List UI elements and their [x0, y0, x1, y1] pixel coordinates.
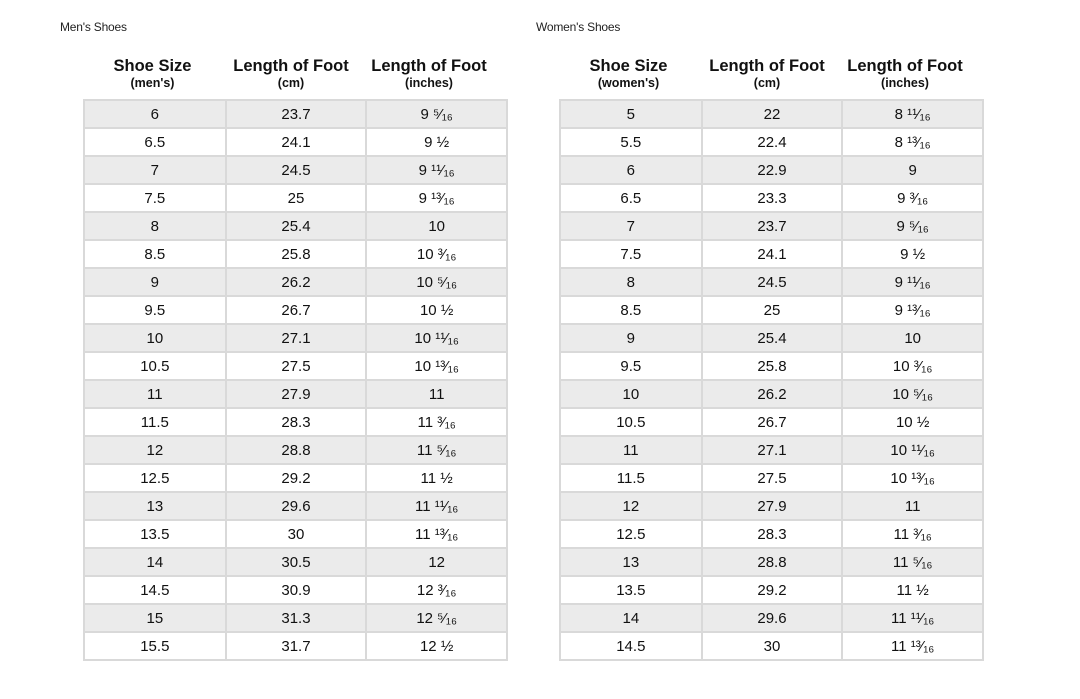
cell-shoe-size: 13 — [84, 492, 226, 520]
cell-length-inches: 10 ⁵⁄₁₆ — [842, 380, 983, 408]
cell-length-inches: 11 — [366, 380, 507, 408]
cell-length-cm: 29.6 — [702, 604, 843, 632]
cell-length-cm: 28.8 — [226, 436, 367, 464]
cell-shoe-size: 7 — [560, 212, 702, 240]
table-row — [560, 268, 983, 296]
table-row — [84, 576, 507, 604]
cell-length-inches: 9 ¹³⁄₁₆ — [366, 184, 507, 212]
table-row — [560, 352, 983, 380]
header-subtitle: (inches) — [405, 75, 453, 90]
cell-shoe-size: 14.5 — [560, 632, 702, 660]
cell-length-inches: 11 ³⁄₁₆ — [366, 408, 507, 436]
cell-shoe-size: 12.5 — [84, 464, 226, 492]
cell-shoe-size: 9.5 — [560, 352, 702, 380]
cell-length-inches: 10 ¹³⁄₁₆ — [366, 352, 507, 380]
cell-length-inches: 8 ¹³⁄₁₆ — [842, 128, 983, 156]
table-row — [84, 156, 507, 184]
womens-header-length-inches — [836, 58, 974, 89]
cell-length-inches: 11 ¹³⁄₁₆ — [842, 632, 983, 660]
table-row — [560, 632, 983, 660]
header-title: Length of Foot — [233, 57, 349, 75]
table-row — [560, 184, 983, 212]
table-row — [560, 380, 983, 408]
cell-shoe-size: 10 — [84, 324, 226, 352]
mens-header-length-inches — [360, 58, 498, 89]
cell-shoe-size: 8.5 — [84, 240, 226, 268]
cell-length-cm: 24.5 — [226, 156, 367, 184]
cell-length-inches: 12 ³⁄₁₆ — [366, 576, 507, 604]
cell-shoe-size: 10.5 — [560, 408, 702, 436]
cell-length-inches: 11 ¹¹⁄₁₆ — [366, 492, 507, 520]
cell-length-cm: 30 — [702, 632, 843, 660]
cell-length-cm: 25.8 — [226, 240, 367, 268]
cell-length-cm: 29.2 — [226, 464, 367, 492]
cell-length-inches: 10 ¹³⁄₁₆ — [842, 464, 983, 492]
header-title: Shoe Size — [113, 57, 192, 75]
cell-shoe-size: 7.5 — [84, 184, 226, 212]
cell-length-inches: 10 — [366, 212, 507, 240]
table-row — [84, 408, 507, 436]
cell-length-inches: 11 — [842, 492, 983, 520]
cell-length-inches: 12 ⁵⁄₁₆ — [366, 604, 507, 632]
table-row — [84, 184, 507, 212]
cell-length-inches: 10 ¹¹⁄₁₆ — [366, 324, 507, 352]
cell-shoe-size: 6 — [560, 156, 702, 184]
cell-length-cm: 27.9 — [702, 492, 843, 520]
table-row — [560, 156, 983, 184]
cell-shoe-size: 9 — [560, 324, 702, 352]
cell-length-inches: 11 ½ — [366, 464, 507, 492]
cell-length-inches: 11 ⁵⁄₁₆ — [366, 436, 507, 464]
header-title: Length of Foot — [709, 57, 825, 75]
cell-length-cm: 29.2 — [702, 576, 843, 604]
cell-shoe-size: 6.5 — [84, 128, 226, 156]
table-row — [560, 212, 983, 240]
header-subtitle: (inches) — [881, 75, 929, 90]
table-row — [84, 492, 507, 520]
cell-length-cm: 26.2 — [226, 268, 367, 296]
cell-length-inches: 10 ³⁄₁₆ — [366, 240, 507, 268]
cell-length-inches: 9 ³⁄₁₆ — [842, 184, 983, 212]
cell-shoe-size: 6 — [84, 100, 226, 128]
table-row — [84, 128, 507, 156]
table-row — [560, 464, 983, 492]
cell-length-inches: 12 — [366, 548, 507, 576]
table-row — [560, 408, 983, 436]
cell-length-cm: 25.4 — [226, 212, 367, 240]
cell-length-cm: 23.3 — [702, 184, 843, 212]
cell-length-inches: 10 ½ — [842, 408, 983, 436]
cell-length-cm: 27.9 — [226, 380, 367, 408]
cell-length-cm: 27.5 — [702, 464, 843, 492]
cell-length-cm: 22.4 — [702, 128, 843, 156]
table-row — [84, 548, 507, 576]
cell-shoe-size: 10 — [560, 380, 702, 408]
cell-length-inches: 9 ½ — [366, 128, 507, 156]
cell-length-cm: 30.9 — [226, 576, 367, 604]
cell-length-cm: 30.5 — [226, 548, 367, 576]
cell-length-inches: 9 ¹¹⁄₁₆ — [366, 156, 507, 184]
cell-shoe-size: 12.5 — [560, 520, 702, 548]
cell-shoe-size: 13.5 — [560, 576, 702, 604]
cell-shoe-size: 7 — [84, 156, 226, 184]
cell-shoe-size: 6.5 — [560, 184, 702, 212]
cell-length-inches: 9 ⁵⁄₁₆ — [842, 212, 983, 240]
mens-header-length-cm — [222, 58, 360, 89]
table-row — [84, 240, 507, 268]
cell-shoe-size: 15.5 — [84, 632, 226, 660]
cell-length-cm: 29.6 — [226, 492, 367, 520]
cell-shoe-size: 10.5 — [84, 352, 226, 380]
cell-shoe-size: 11.5 — [560, 464, 702, 492]
table-row — [84, 632, 507, 660]
table-row — [560, 128, 983, 156]
table-row — [560, 240, 983, 268]
cell-shoe-size: 12 — [560, 492, 702, 520]
cell-length-cm: 24.1 — [702, 240, 843, 268]
cell-length-inches: 11 ³⁄₁₆ — [842, 520, 983, 548]
cell-length-cm: 31.7 — [226, 632, 367, 660]
cell-shoe-size: 5 — [560, 100, 702, 128]
header-subtitle: (cm) — [277, 75, 305, 90]
cell-length-cm: 24.5 — [702, 268, 843, 296]
cell-length-cm: 31.3 — [226, 604, 367, 632]
cell-length-cm: 25 — [702, 296, 843, 324]
cell-shoe-size: 11.5 — [84, 408, 226, 436]
cell-length-cm: 22 — [702, 100, 843, 128]
cell-shoe-size: 8.5 — [560, 296, 702, 324]
womens-header-shoe-size — [559, 58, 698, 89]
womens-header-length-cm — [698, 58, 836, 89]
table-row — [84, 324, 507, 352]
cell-length-inches: 11 ⁵⁄₁₆ — [842, 548, 983, 576]
womens-size-table — [559, 99, 984, 661]
table-row — [560, 520, 983, 548]
cell-length-cm: 27.1 — [226, 324, 367, 352]
cell-length-cm: 28.3 — [702, 520, 843, 548]
cell-shoe-size: 13.5 — [84, 520, 226, 548]
cell-length-inches: 11 ¹¹⁄₁₆ — [842, 604, 983, 632]
cell-length-inches: 10 ½ — [366, 296, 507, 324]
table-row — [560, 436, 983, 464]
cell-length-inches: 10 ¹¹⁄₁₆ — [842, 436, 983, 464]
table-row — [560, 100, 983, 128]
table-row — [84, 464, 507, 492]
table-row — [560, 492, 983, 520]
table-row — [84, 100, 507, 128]
cell-length-cm: 24.1 — [226, 128, 367, 156]
cell-length-cm: 27.5 — [226, 352, 367, 380]
header-title: Shoe Size — [589, 57, 668, 75]
cell-shoe-size: 9.5 — [84, 296, 226, 324]
header-subtitle: (men's) — [130, 75, 175, 90]
cell-shoe-size: 14 — [560, 604, 702, 632]
table-row — [84, 520, 507, 548]
table-row — [560, 548, 983, 576]
cell-length-cm: 28.8 — [702, 548, 843, 576]
cell-length-cm: 25.8 — [702, 352, 843, 380]
header-title: Length of Foot — [371, 57, 487, 75]
table-row — [84, 436, 507, 464]
mens-table-header — [83, 58, 498, 89]
cell-shoe-size: 5.5 — [560, 128, 702, 156]
cell-length-cm: 27.1 — [702, 436, 843, 464]
cell-length-cm: 22.9 — [702, 156, 843, 184]
cell-length-cm: 30 — [226, 520, 367, 548]
table-row — [84, 352, 507, 380]
cell-length-inches: 9 — [842, 156, 983, 184]
cell-length-inches: 10 ⁵⁄₁₆ — [366, 268, 507, 296]
table-row — [84, 268, 507, 296]
cell-length-cm: 26.7 — [226, 296, 367, 324]
table-row — [84, 212, 507, 240]
table-row — [560, 296, 983, 324]
table-row — [84, 296, 507, 324]
cell-length-cm: 28.3 — [226, 408, 367, 436]
cell-length-inches: 12 ½ — [366, 632, 507, 660]
womens-shoes-caption: Women's Shoes — [536, 20, 621, 34]
cell-shoe-size: 11 — [84, 380, 226, 408]
cell-shoe-size: 7.5 — [560, 240, 702, 268]
womens-table-header — [559, 58, 974, 89]
cell-length-inches: 10 — [842, 324, 983, 352]
cell-length-inches: 8 ¹¹⁄₁₆ — [842, 100, 983, 128]
header-subtitle: (cm) — [753, 75, 781, 90]
cell-shoe-size: 8 — [560, 268, 702, 296]
cell-length-cm: 26.7 — [702, 408, 843, 436]
mens-size-table — [83, 99, 508, 661]
cell-length-inches: 9 ¹¹⁄₁₆ — [842, 268, 983, 296]
table-row — [560, 576, 983, 604]
cell-shoe-size: 11 — [560, 436, 702, 464]
cell-length-cm: 23.7 — [226, 100, 367, 128]
cell-shoe-size: 8 — [84, 212, 226, 240]
mens-shoes-caption: Men's Shoes — [60, 20, 127, 34]
table-row — [560, 324, 983, 352]
cell-length-inches: 9 ⁵⁄₁₆ — [366, 100, 507, 128]
table-row — [84, 380, 507, 408]
cell-length-inches: 11 ¹³⁄₁₆ — [366, 520, 507, 548]
table-row — [560, 604, 983, 632]
cell-shoe-size: 13 — [560, 548, 702, 576]
cell-shoe-size: 14.5 — [84, 576, 226, 604]
cell-length-inches: 10 ³⁄₁₆ — [842, 352, 983, 380]
cell-length-cm: 26.2 — [702, 380, 843, 408]
header-subtitle: (women's) — [597, 75, 660, 90]
table-row — [84, 604, 507, 632]
cell-shoe-size: 15 — [84, 604, 226, 632]
cell-length-inches: 9 ½ — [842, 240, 983, 268]
mens-header-shoe-size — [83, 58, 222, 89]
header-title: Length of Foot — [847, 57, 963, 75]
cell-length-cm: 25 — [226, 184, 367, 212]
cell-shoe-size: 12 — [84, 436, 226, 464]
cell-length-cm: 25.4 — [702, 324, 843, 352]
cell-length-cm: 23.7 — [702, 212, 843, 240]
cell-shoe-size: 14 — [84, 548, 226, 576]
cell-length-inches: 9 ¹³⁄₁₆ — [842, 296, 983, 324]
cell-length-inches: 11 ½ — [842, 576, 983, 604]
cell-shoe-size: 9 — [84, 268, 226, 296]
